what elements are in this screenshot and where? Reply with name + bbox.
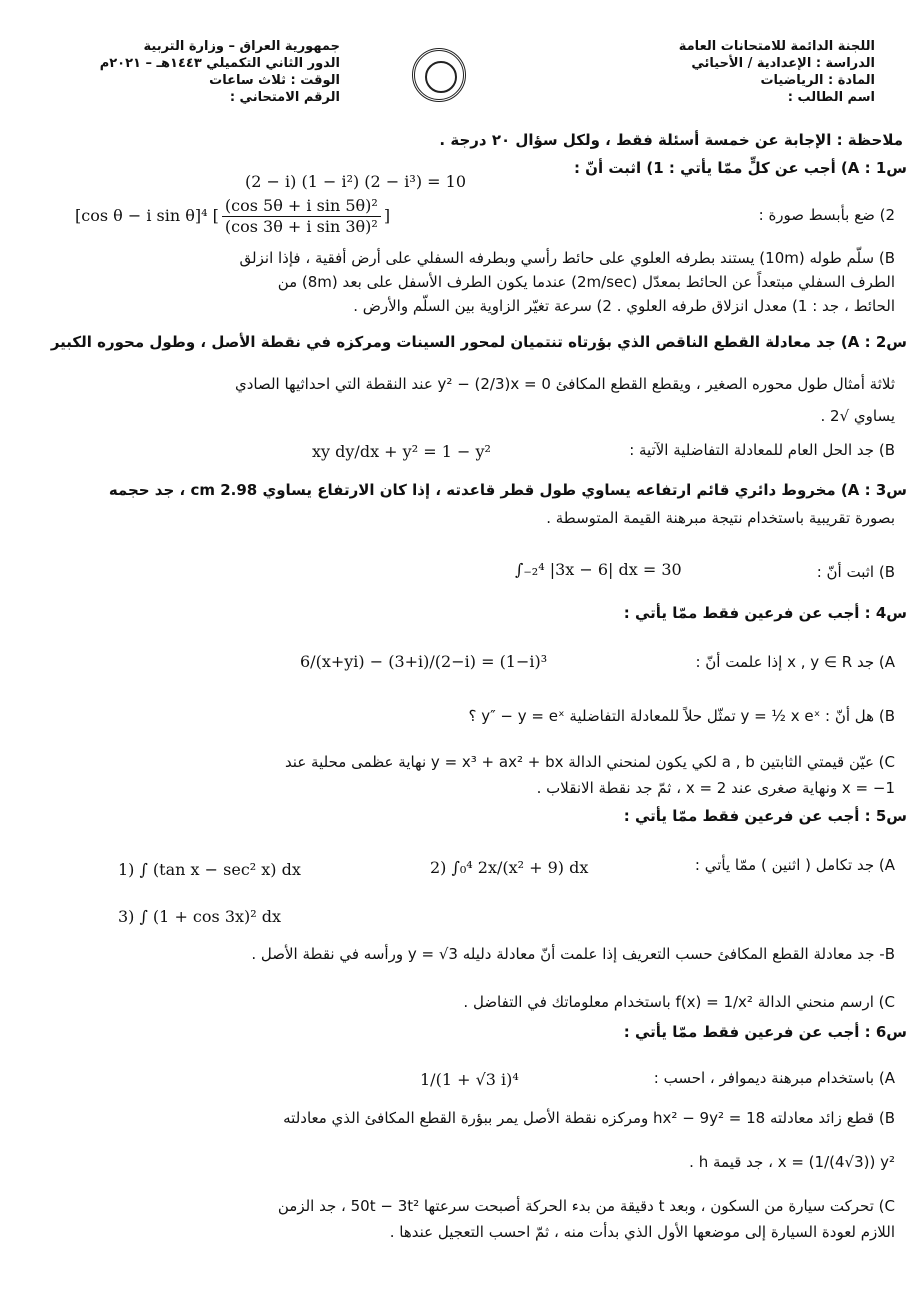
q6-c-line-2: اللازم لعودة السيارة إلى موضعها الأول الذي بدأت منه ، ثمّ احسب التعجيل عندها . — [389, 1223, 895, 1241]
header-exam-number: الرقم الامتحاني : — [229, 90, 340, 105]
q4-c-line-1: C) عيّن قيمتي الثابتين a , b لكي يكون لمنحني الدالة y = x³ + ax² + bx نهاية عظمى محلية عند — [284, 753, 895, 771]
q1-b-line-1: B) سلّم طوله (10m) يستند بطرفه العلوي على حائط رأسي وبطرفه السفلي على أرض أفقية ، فإذا انزلق — [239, 249, 895, 267]
q2-a-line-1: س2 : A) جد معادلة القطع الناقص الذي بؤرتاه تنتميان لمحور السينات ومركزه في نقطة الأصل ، وطول محوره الكبير — [50, 333, 907, 351]
q2-a-line-2: ثلاثة أمثال طول محوره الصغير ، ويقطع القطع المكافئ y² − (2/3)x = 0 عند النقطة التي احداثيها الصادي — [234, 375, 895, 393]
q1-a-intro: س1 : A) أجب عن كلٍّ ممّا يأتي : 1) اثبت أنّ : — [573, 159, 907, 177]
header-left — [40, 38, 340, 106]
header-country: جمهورية العراق – وزارة التربية — [143, 39, 340, 54]
q1-a2-intro: 2) ضع بأبسط صورة : — [758, 206, 895, 224]
ministry-seal-icon — [412, 48, 466, 102]
q5-intro: س5 : أجب عن فرعين فقط ممّا يأتي : — [623, 807, 907, 825]
header-committee: اللجنة الدائمة للامتحانات العامة — [678, 39, 875, 54]
q5-a1-math: 1) ∫ (tan x − sec² x) dx — [118, 860, 301, 879]
q1-a2-fraction — [222, 196, 381, 237]
q5-b-text: B- جد معادلة القطع المكافئ حسب التعريف إذا علمت أنّ معادلة دليله y = √3 ورأسه في نقطة الأصل . — [251, 945, 895, 963]
q1-a2-lhs: [cos θ − i sin θ]⁴ — [75, 206, 208, 225]
q2-a-line-3: يساوي √2 . — [820, 407, 895, 425]
q6-a-math: 1/(1 + √3 i)⁴ — [420, 1070, 519, 1089]
q2-b-math: xy dy/dx + y² = 1 − y² — [312, 442, 491, 461]
q4-a-text: A) جد x , y ∈ R إذا علمت أنّ : — [695, 653, 895, 671]
header-session: الدور الثاني التكميلي ١٤٤٣هـ – ٢٠٢١م — [99, 56, 340, 71]
header-student-name: اسم الطالب : — [787, 90, 875, 105]
header-subject: المادة : الرياضيات — [760, 73, 875, 88]
exam-note: ملاحظة : الإجابة عن خمسة أسئلة فقط ، ولكل سؤال ٢٠ درجة . — [439, 131, 903, 149]
header-time: الوقت : ثلاث ساعات — [209, 73, 340, 88]
q6-intro: س6 : أجب عن فرعين فقط ممّا يأتي : — [623, 1023, 907, 1041]
q5-c-text: C) ارسم منحني الدالة f(x) = 1/x² باستخدام معلوماتك في التفاضل . — [463, 993, 895, 1011]
q3-b-text: B) اثبت أنّ : — [816, 563, 895, 581]
header-study: الدراسة : الإعدادية / الأحيائي — [691, 56, 875, 71]
q6-a-text: A) باستخدام مبرهنة ديموافر ، احسب : — [653, 1069, 895, 1087]
q6-b-line-1: B) قطع زائد معادلته hx² − 9y² = 18 ومركزه نقطة الأصل يمر ببؤرة القطع المكافئ الذي معادلته — [283, 1109, 895, 1127]
q4-a-math: 6/(x+yi) − (3+i)/(2−i) = (1−i)³ — [300, 652, 548, 671]
q2-b-text: B) جد الحل العام للمعادلة التفاضلية الآتية : — [629, 441, 895, 459]
q1-a2-denominator: (cos 3θ + i sin 3θ)² — [224, 217, 378, 236]
q6-b-line-2: x = (1/(4√3)) y² ، جد قيمة h . — [689, 1153, 895, 1171]
q1-a2-numerator: (cos 5θ + i sin 5θ)² — [222, 196, 381, 217]
q1-a2-expression: [cos θ − i sin θ]⁴ [ $\frac{\text{(cos 5θ + i sin 5θ)²}}{\text{(cos 3θ + i sin 3θ)²}}$ ] — [75, 196, 391, 236]
q6-c-line-1: C) تحركت سيارة من السكون ، وبعد t دقيقة من بدء الحركة أصبحت سرعتها 50t − 3t² ، جد الزمن — [277, 1197, 895, 1215]
q4-intro: س4 : أجب عن فرعين فقط ممّا يأتي : — [623, 604, 907, 622]
q1-b-line-3: الحائط ، جد : 1) معدل انزلاق طرفه العلوي . 2) سرعة تغيّر الزاوية بين السلّم والأرض . — [353, 297, 895, 315]
q4-c-line-2: x = −1 ونهاية صغرى عند x = 2 ، ثمّ جد نقطة الانقلاب . — [536, 779, 895, 797]
q3-a-line-2: بصورة تقريبية باستخدام نتيجة مبرهنة القيمة المتوسطة . — [546, 509, 895, 527]
q5-a3-math: 3) ∫ (1 + cos 3x)² dx — [118, 907, 282, 926]
q1-b-line-2: الطرف السفلي مبتعداً عن الحائط بمعدّل (2m/sec) عندما يكون الطرف الأسفل على بعد (8m) من — [277, 273, 895, 291]
header-right — [679, 38, 875, 106]
q1-a1-math: (2 − i) (1 − i²) (2 − i³) = 10 — [245, 172, 467, 191]
q3-a-line-1: س3 : A) مخروط دائري قائم ارتفاعه يساوي طول قطر قاعدته ، إذا كان الارتفاع يساوي 2.98 cm ، جد حجمه — [108, 481, 907, 499]
q3-b-math: ∫₋₂⁴ |3x − 6| dx = 30 — [515, 560, 682, 579]
q5-a-text: A) جد تكامل ( اثنين ) ممّا يأتي : — [694, 856, 895, 874]
q4-b-text: B) هل أنّ : y = ½ x eˣ تمثّل حلاً للمعادلة التفاضلية y″ − y = eˣ ؟ — [468, 707, 895, 725]
q5-a2-math: 2) ∫₀⁴ 2x/(x² + 9) dx — [430, 858, 589, 877]
